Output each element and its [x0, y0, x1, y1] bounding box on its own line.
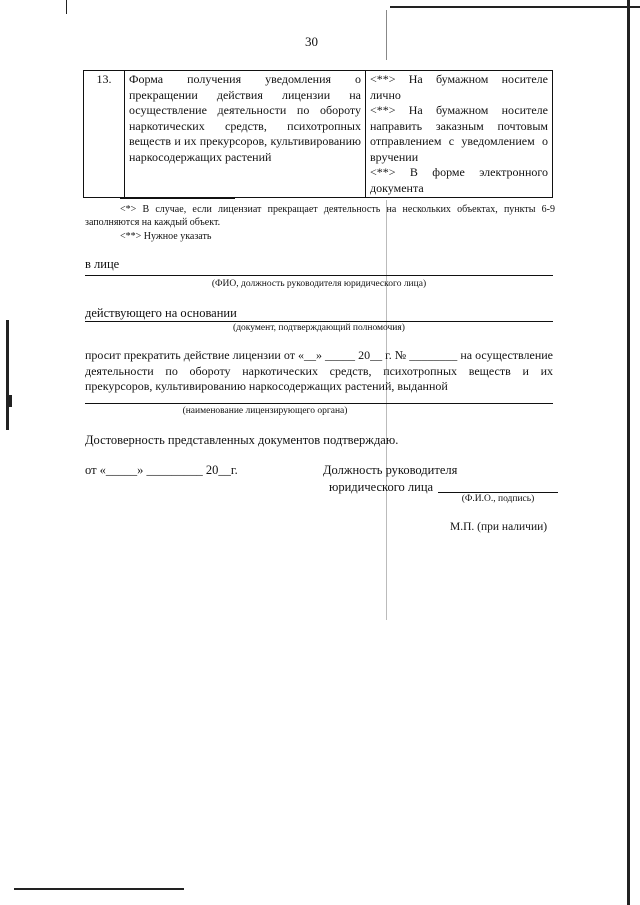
- basis-line: [85, 321, 553, 322]
- form-table: [83, 70, 553, 198]
- scan-artifact-left-mark: [6, 320, 9, 430]
- delivery-options: [366, 71, 553, 198]
- scan-artifact-left-mark-2: [7, 395, 12, 407]
- scan-artifact-top-right: [390, 6, 640, 8]
- authority-caption: (наименование лицензирующего органа): [182, 406, 348, 416]
- stamp-label: М.П. (при наличии): [450, 521, 548, 533]
- request-paragraph: просит прекратить действие лицензии от «__» _____ 20__ г. № ________ на осуществление деятельности по обороту наркотических средств, психотропных веществ и их прекурсоров, культивированию наркосодержащих растений, выданной: [85, 348, 553, 393]
- basis-label: действующего на основании: [85, 306, 237, 320]
- confirmation-text: Достоверность представленных документов подтверждаю.: [85, 433, 399, 447]
- footnote-1: <*> В случае, если лицензиат прекращает деятельность на нескольких объектах, пункты 6-9 заполняются на каждый объект.: [85, 204, 555, 228]
- position-line-1: Должность руководителя: [323, 463, 458, 477]
- footnote-separator: [120, 198, 235, 199]
- option-electronic: <**> В форме электронного документа: [370, 165, 548, 195]
- scan-artifact-fold: [386, 10, 387, 60]
- scan-artifact-bottom: [14, 888, 184, 890]
- option-paper-by-mail: <**> На бумажном носителе направить заказным почтовым отправлением с уведомлением о вручении: [370, 103, 548, 164]
- in-person-label: в лице: [85, 257, 120, 271]
- scan-artifact-right-edge: [627, 0, 630, 905]
- signature-caption: (Ф.И.О., подпись): [461, 494, 535, 504]
- position-line-2: юридического лица: [329, 480, 434, 494]
- page-number: 30: [305, 34, 318, 49]
- date-field: от «_____» _________ 20__г.: [85, 463, 238, 477]
- row-description: Форма получения уведомления о прекращении действия лицензии на осуществление деятельности по обороту наркотических средств, психотропных веществ и их прекурсоров, культивированию наркосодержащих растений: [125, 71, 366, 198]
- in-person-line: [85, 275, 553, 276]
- authority-line: [85, 403, 553, 404]
- basis-caption: (документ, подтверждающий полномочия): [233, 323, 405, 333]
- row-number: 13.: [84, 71, 125, 198]
- footnote-2: <**> Нужное указать: [120, 231, 212, 242]
- table-row: [84, 71, 553, 198]
- option-paper-in-person: <**> На бумажном носителе лично: [370, 72, 548, 102]
- signature-line: [438, 492, 558, 493]
- scan-artifact-top-left: [66, 0, 67, 14]
- in-person-caption: (ФИО, должность руководителя юридического лица): [211, 279, 427, 289]
